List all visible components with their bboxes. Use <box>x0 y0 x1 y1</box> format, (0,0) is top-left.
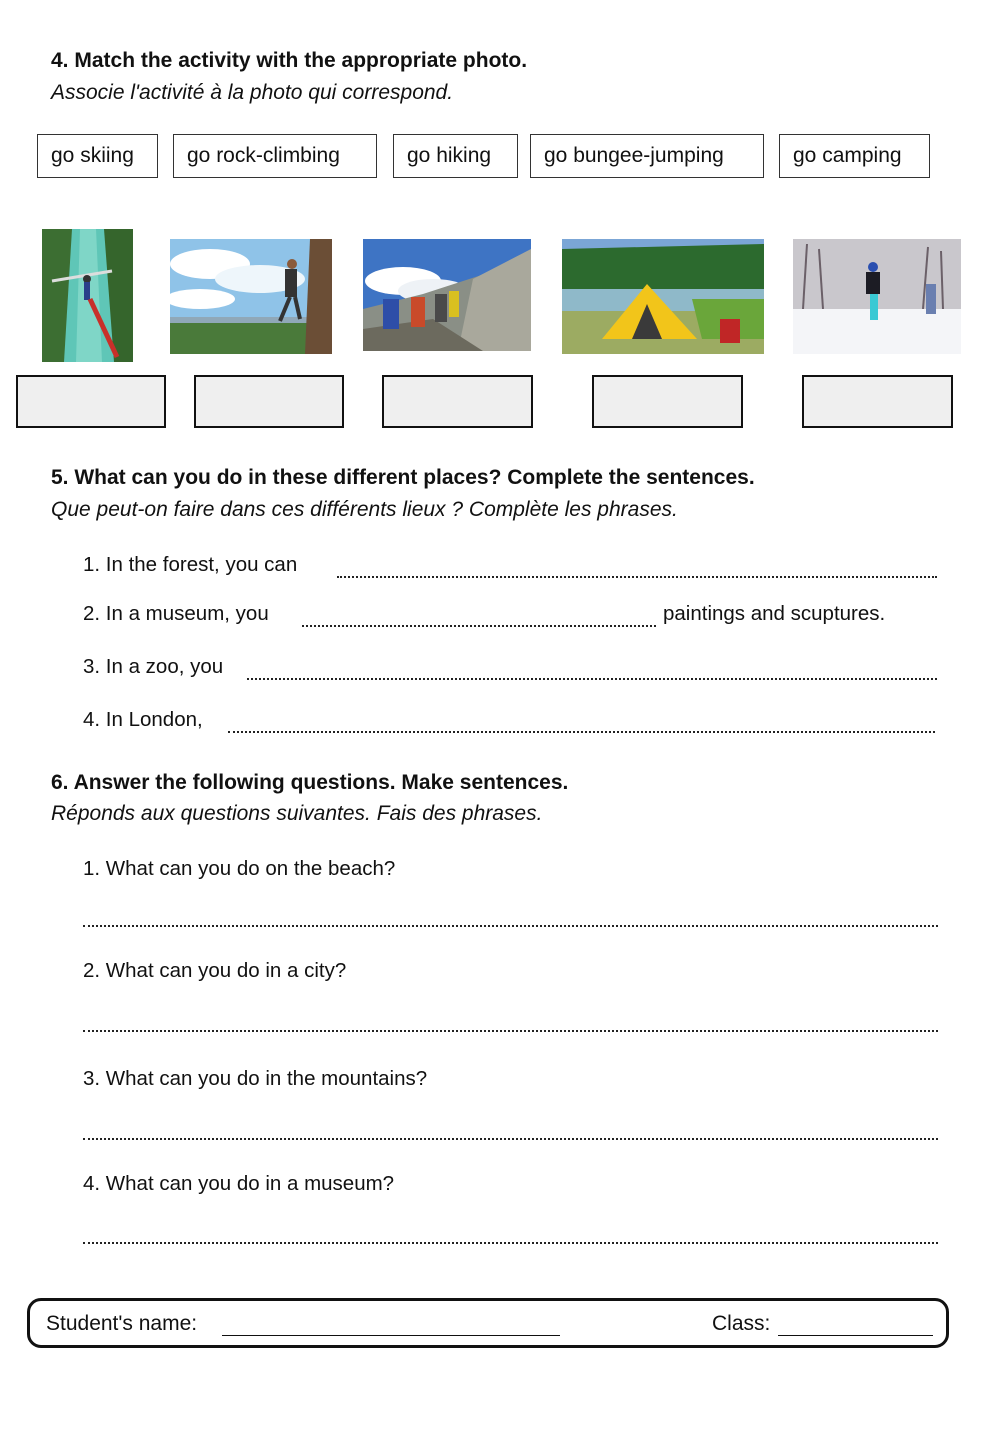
question-4: 4. What can you do in a museum? <box>83 1172 395 1195</box>
sentence-4: 4. In London, <box>83 708 203 731</box>
camping-photo <box>562 239 764 354</box>
section6-subtitle: Réponds aux questions suivantes. Fais des phrases. <box>51 802 543 825</box>
blank-sentence-2[interactable] <box>302 605 656 627</box>
student-name-label: Student's name: <box>46 1312 198 1335</box>
answer-box-4[interactable] <box>592 375 743 428</box>
bungee-jumping-photo <box>42 229 133 362</box>
answer-line-1[interactable] <box>83 923 938 927</box>
word-go-bungee-jumping[interactable]: go bungee-jumping <box>530 134 764 178</box>
word-go-skiing[interactable]: go skiing <box>37 134 158 178</box>
section6-title: 6. Answer the following questions. Make sentences. <box>51 771 569 794</box>
sentence-3: 3. In a zoo, you <box>83 655 224 678</box>
student-info-box <box>27 1298 949 1348</box>
answer-box-2[interactable] <box>194 375 344 428</box>
question-3: 3. What can you do in the mountains? <box>83 1067 428 1090</box>
hiking-photo <box>363 239 531 351</box>
section5-subtitle: Que peut-on faire dans ces différents lieux ? Complète les phrases. <box>51 498 678 521</box>
sentence-1: 1. In the forest, you can <box>83 553 298 576</box>
class-field[interactable] <box>778 1312 933 1336</box>
question-1: 1. What can you do on the beach? <box>83 857 396 880</box>
word-go-rock-climbing[interactable]: go rock-climbing <box>173 134 377 178</box>
word-go-camping[interactable]: go camping <box>779 134 930 178</box>
skiing-photo <box>793 239 961 354</box>
answer-box-1[interactable] <box>16 375 166 428</box>
blank-sentence-4[interactable] <box>228 711 935 733</box>
rock-climbing-photo <box>170 239 332 354</box>
word-go-hiking[interactable]: go hiking <box>393 134 518 178</box>
answer-line-3[interactable] <box>83 1136 938 1140</box>
class-label: Class: <box>712 1312 771 1335</box>
sentence-2b: paintings and scuptures. <box>663 602 886 625</box>
student-name-field[interactable] <box>222 1312 560 1336</box>
answer-box-3[interactable] <box>382 375 533 428</box>
section4-subtitle: Associe l'activité à la photo qui correspond. <box>51 81 454 104</box>
answer-box-5[interactable] <box>802 375 953 428</box>
blank-sentence-1[interactable] <box>337 556 937 578</box>
answer-line-2[interactable] <box>83 1028 938 1032</box>
section5-title: 5. What can you do in these different places? Complete the sentences. <box>51 466 755 489</box>
section4-title: 4. Match the activity with the appropriate photo. <box>51 49 528 72</box>
sentence-2a: 2. In a museum, you <box>83 602 269 625</box>
blank-sentence-3[interactable] <box>247 658 937 680</box>
question-2: 2. What can you do in a city? <box>83 959 347 982</box>
answer-line-4[interactable] <box>83 1240 938 1244</box>
